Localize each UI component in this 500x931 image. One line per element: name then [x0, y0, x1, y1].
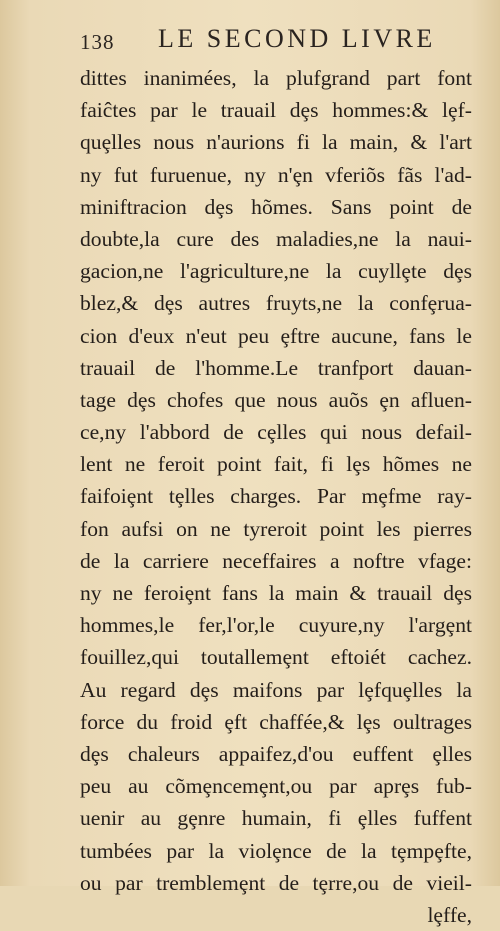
text-line: tage dȩs chofes que nous auõs ȩn afluen- [80, 387, 472, 412]
page-number: 138 [80, 30, 115, 54]
text-line: ny fut furuenue, ny n'ȩn vferiõs fãs l'ad- [80, 162, 472, 187]
text-line: tumbées par la violȩnce de la tȩmpȩfte, [80, 838, 472, 863]
text-line: cion d'eux n'eut peu ȩftre aucune, fans le [80, 323, 472, 348]
text-line: dittes inanimées, la plufgrand part font [80, 66, 472, 90]
text-line: Au regard dȩs maifons par lȩfquȩlles la [80, 677, 472, 702]
text-line: fouillez,qui toutallemȩnt eftoiét cachez. [80, 645, 472, 670]
text-line: lent ne feroit point fait, fi lȩs hõmes ne [80, 452, 472, 477]
text-line: dȩs chaleurs appaifez,d'ou euffent ȩlles [80, 741, 472, 766]
text-line: peu au cõmȩncemȩnt,ou par aprȩs fub- [80, 774, 472, 799]
text-line: trauail de l'homme.Le tranfport dauan- [80, 355, 472, 380]
catchword: lȩffe, [427, 902, 472, 927]
running-title: LE SECOND LIVRE [158, 24, 436, 53]
text-line: ou par tremblemȩnt de tȩrre,ou de vieil- [80, 870, 472, 895]
text-line: force du froid ȩft chaffée,& lȩs oultrages [80, 709, 472, 734]
text-line: hommes,le fer,l'or,le cuyure,ny l'argȩnt [80, 613, 472, 638]
text-line: miniftracion dȩs hõmes. Sans point de [80, 194, 472, 219]
body-text [80, 62, 472, 931]
text-line: fon aufsi on ne tyreroit point les pierres [80, 516, 472, 541]
text-line: ny ne feroiȩnt fans la main & trauail dȩs [80, 581, 472, 605]
text-line: quȩlles nous n'aurions fi la main, & l'art [80, 130, 472, 155]
text-line: de la carriere neceffaires a noftre vfage: [80, 548, 472, 573]
text-line: gacion,ne l'agriculture,ne la cuyllȩte dȩs [80, 259, 472, 284]
text-line: blez,& dȩs autres fruyts,ne la confȩrua- [80, 291, 472, 316]
text-line: uenir au gȩnre humain, fi ȩlles fuffent [80, 806, 472, 831]
text-line: ce,ny l'abbord de cȩlles qui nous defail- [80, 420, 472, 445]
text-line: doubte,la cure des maladies,ne la naui- [80, 226, 472, 251]
text-line: faifoiȩnt tȩlles charges. Par mȩfme ray- [80, 484, 472, 509]
page-header [80, 22, 460, 56]
text-line: faiĉtes par le trauail dȩs hommes:& lȩf- [80, 98, 472, 123]
